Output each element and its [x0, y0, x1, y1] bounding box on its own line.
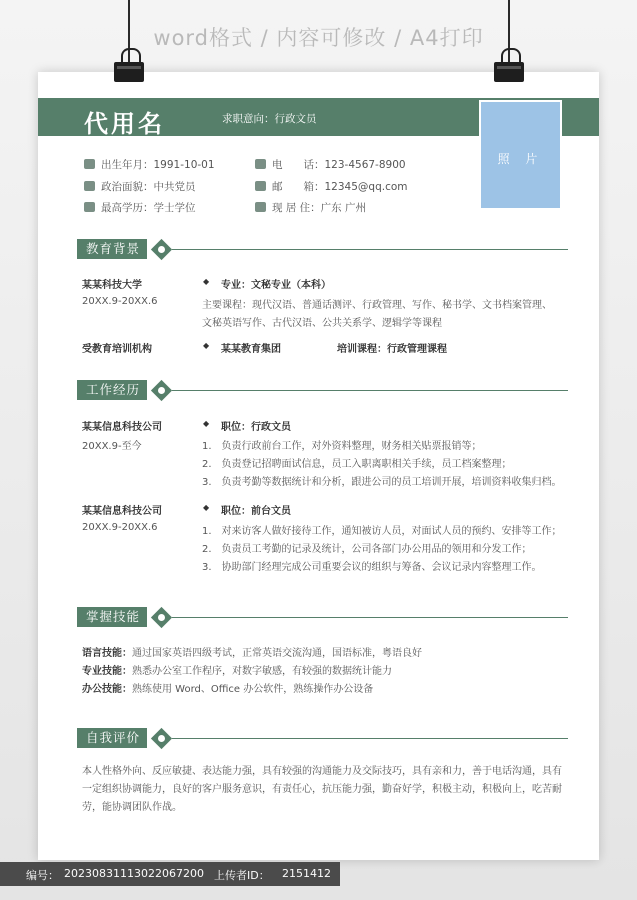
section-self-rule: [172, 738, 568, 739]
footer-id-label: 编号：: [26, 869, 59, 882]
diamond-bullet-icon: ◆: [203, 503, 210, 512]
banner-title: word格式 / 内容可修改 / A4打印: [153, 26, 484, 50]
info-email: [255, 179, 408, 194]
phone-icon: [255, 159, 266, 169]
info-address: [255, 200, 366, 215]
skill-language-label: 语言技能：: [82, 648, 132, 659]
work-2-company: 某某信息科技公司: [82, 506, 162, 517]
section-self-title: 自我评价: [77, 728, 147, 748]
job-intent: 求职意向：行政文员: [222, 113, 317, 125]
diamond-bullet-icon: ◆: [203, 341, 210, 350]
work-1-position: 职位：行政文员: [221, 422, 291, 433]
section-work-rule: [172, 390, 568, 391]
work-2-duty-1: 1. 对来访客人做好接待工作，通知被访人员，对面试人员的预约、安排等工作；: [202, 526, 562, 537]
photo-placeholder: [479, 100, 562, 210]
work-1-duty-2: 2. 负责登记招聘面试信息，员工入职离职相关手续，员工档案整理；: [202, 459, 512, 470]
edu-major: 专业：文秘专业（本科）: [221, 280, 331, 291]
flag-icon: [84, 181, 95, 191]
binder-clip-left: [114, 48, 144, 84]
edu-training-label: 受教育培训机构: [82, 344, 152, 355]
edu-period: 20XX.9-20XX.6: [82, 296, 158, 307]
info-degree: [84, 200, 196, 215]
work-1-duty-3: 3. 负责考勤等数据统计和分析，跟进公司的员工培训开展，培训资料收集归档。: [202, 477, 562, 488]
section-education-title: 教育背景: [77, 239, 147, 259]
info-address-text: 现 居 住：广东 广州: [272, 202, 367, 214]
edu-courses-line2: 文秘英语写作、古代汉语、公共关系学、逻辑学等课程: [202, 318, 442, 329]
info-email-text: 邮 箱：12345@qq.com: [272, 181, 408, 193]
work-1-period: 20XX.9-至今: [82, 441, 142, 452]
section-skills-rule: [172, 617, 568, 618]
diamond-bullet-icon: ◆: [203, 277, 210, 286]
skill-language-text: 通过国家英语四级考试，正常英语交流沟通，国语标准，粤语良好: [132, 648, 422, 659]
section-work-title: 工作经历: [77, 380, 147, 400]
work-2-duty-3: 3. 协助部门经理完成公司重要会议的组织与筹备、会议记录内容整理工作。: [202, 562, 542, 573]
work-2-position: 职位：前台文员: [221, 506, 291, 517]
footer-bar: [0, 862, 340, 886]
info-politics-text: 政治面貌：中共党员: [101, 181, 196, 193]
info-birth: [84, 157, 215, 172]
self-evaluation-text: 本人性格外向、反应敏捷、表达能力强，具有较强的沟通能力及交际技巧，具有亲和力，善于电话沟通，具有一定组织协调能力，良好的客户服务意识，有责任心，抗压能力强，勤奋好学，积极主动，积极向上，吃苦耐劳，能协调团队作战。: [82, 766, 562, 813]
skill-office-label: 办公技能：: [82, 684, 132, 695]
info-degree-text: 最高学历：学士学位: [101, 202, 196, 214]
binder-clip-right: [494, 48, 524, 84]
skill-professional-text: 熟悉办公室工作程序，对数字敏感，有较强的数据统计能力: [132, 666, 392, 677]
location-icon: [255, 202, 266, 212]
footer-id-value: 20230831113022067200: [64, 867, 204, 880]
info-phone-text: 电 话：123-4567-8900: [272, 159, 406, 171]
photo-label: 照 片: [497, 152, 544, 166]
skill-language: [82, 644, 422, 659]
footer-uploader-label: 上传者ID：: [214, 869, 270, 882]
work-2-period: 20XX.9-20XX.6: [82, 522, 158, 533]
info-birth-text: 出生年月：1991-10-01: [101, 159, 215, 171]
mail-icon: [255, 181, 266, 191]
diamond-bullet-icon: ◆: [203, 419, 210, 428]
section-education-rule: [172, 249, 568, 250]
info-politics: [84, 179, 196, 194]
skill-professional-label: 专业技能：: [82, 666, 132, 677]
candidate-name: 代用名: [84, 110, 165, 138]
work-2-duty-2: 2. 负责员工考勤的记录及统计，公司各部门办公用品的领用和分发工作；: [202, 544, 532, 555]
skill-office-text: 熟练使用 Word、Office 办公软件，熟练操作办公设备: [132, 684, 374, 695]
graduation-cap-icon: [84, 202, 95, 212]
skill-office: [82, 680, 373, 695]
edu-training-course: 培训课程：行政管理课程: [337, 344, 447, 355]
info-phone: [255, 157, 406, 172]
edu-school: 某某科技大学: [82, 280, 142, 291]
work-1-company: 某某信息科技公司: [82, 422, 162, 433]
user-icon: [84, 159, 95, 169]
section-skills-title: 掌握技能: [77, 607, 147, 627]
footer-uploader-value: 2151412: [282, 867, 331, 880]
work-1-duty-1: 1. 负责行政前台工作，对外资料整理，财务相关贴票报销等；: [202, 441, 482, 452]
edu-courses-line1: 主要课程：现代汉语、普通话测评、行政管理、写作、秘书学、文书档案管理、: [202, 300, 552, 311]
edu-training-org: 某某教育集团: [221, 344, 281, 355]
skill-professional: [82, 662, 392, 677]
